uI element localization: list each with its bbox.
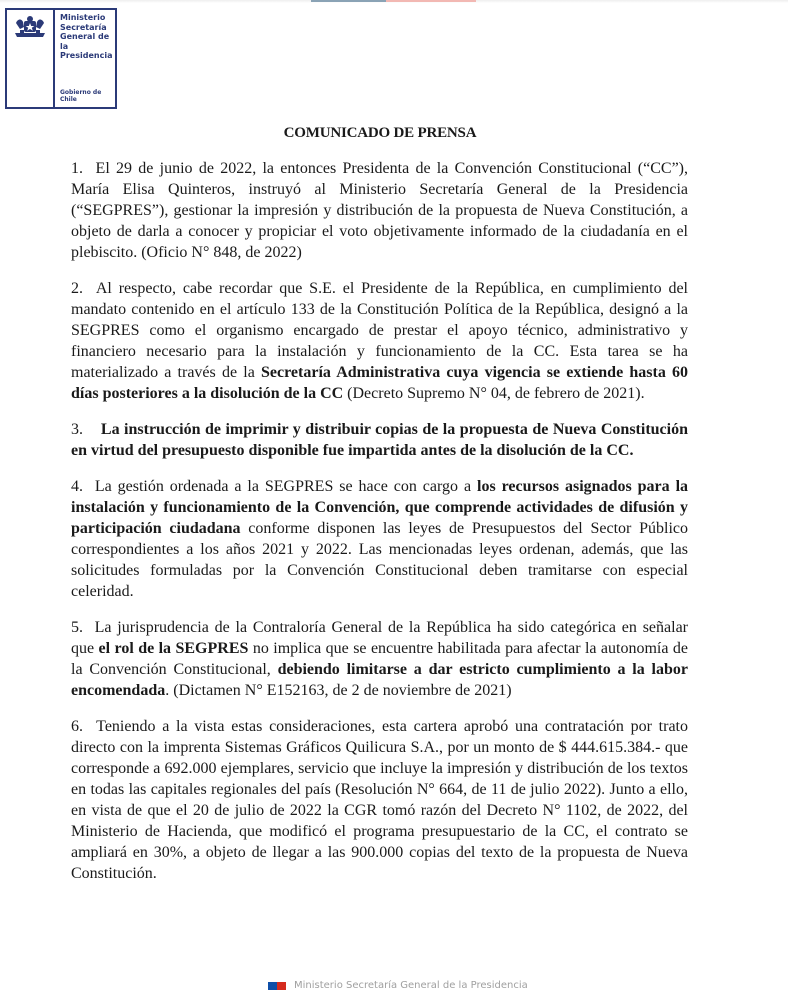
text: La jurisprudencia de la Contraloría General de la República ha sido categórica en señalar que — [71, 619, 689, 657]
bold-text: el rol de la SEGPRES — [98, 640, 249, 657]
document-title: COMUNICADO DE PRENSA — [283, 125, 477, 141]
text: conforme disponen las leyes de Presupuestos del Sector Público correspondientes a los años 2021 y 2022. Las mencionadas leyes ordenan, además, que las solicitudes formuladas por la Convención Constitucional deben tramitarse con especial celeridad. — [71, 520, 688, 600]
bold-text: La instrucción de imprimir y distribuir copias de la propuesta de Nueva Constitución en virtud del presupuesto disponible fue impartida antes de la disolución de la CC. — [71, 421, 688, 459]
paragraph-number: 5. — [71, 619, 83, 636]
logo-line: Ministerio — [60, 13, 106, 22]
paragraph-3 — [71, 419, 688, 461]
logo-government-label: Gobierno de Chile — [60, 89, 102, 103]
logo-line: Secretaría — [60, 22, 107, 32]
logo-line: Presidencia — [60, 51, 113, 60]
document-body — [71, 158, 688, 899]
paragraph-number: 4. — [71, 478, 83, 495]
paragraph-2 — [71, 278, 688, 404]
chile-flag-icon — [268, 982, 286, 990]
text: . (Dictamen N° E152163, de 2 de noviembre de 2021) — [165, 682, 512, 699]
top-bar-blue — [311, 0, 386, 2]
logo-emblem-panel — [7, 10, 55, 107]
bold-text: debiendo limitarse a dar estricto cumplimiento a la labor encomendada — [71, 661, 688, 699]
paragraph-number: 3. — [71, 421, 83, 438]
logo-line: General de la — [60, 32, 110, 51]
page-footer — [268, 980, 528, 991]
logo-ministry-name — [60, 13, 115, 61]
top-flag-bar — [311, 0, 476, 2]
ministry-logo — [5, 8, 117, 109]
footer-text: Ministerio Secretaría General de la Presidencia — [294, 980, 528, 991]
bold-text: Secretaría Administrativa cuya vigencia se extiende hasta 60 días posteriores a la disolución de la CC — [71, 364, 689, 402]
paragraph-number: 6. — [71, 718, 83, 735]
bold-text: los recursos asignados para la instalación y funcionamiento de la Convención, que comprende actividades de difusión y participación ciudadana — [71, 478, 689, 537]
paragraph-6 — [71, 716, 688, 884]
paragraph-number: 2. — [71, 280, 83, 297]
paragraph-5 — [71, 617, 688, 701]
paragraph-1 — [71, 158, 688, 263]
text: no implica que se encuentre habilitada para afectar la autonomía de la Convención Constitucional, — [71, 640, 688, 678]
top-bar-red — [386, 0, 476, 2]
text: (Decreto Supremo N° 04, de febrero de 2021). — [343, 385, 645, 402]
text: Teniendo a la vista estas consideraciones, esta cartera aprobó una contratación por trato directo con la imprenta Sistemas Gráficos Quilicura S.A., por un monto de $ 444.615.384.- que corresponde a 692.000 ejemplares, servicio que incluye la impresión y distribución de los textos en todas las capitales regionales del país (Resolución N° 664, de 11 de julio 2022). Junto a ello, en vista de que el 20 de julio de 2022 la CGR tomó razón del Decreto N° 1102, de 2022, del Ministerio de Hacienda, que modificó el programa presupuestario de la CC, el contrato se ampliará en 30%, a objeto de llegar a las 900.000 copias del texto de la propuesta de Nueva Constitución. — [71, 718, 688, 882]
text: La gestión ordenada a la SEGPRES se hace con cargo a — [94, 478, 478, 495]
paragraph-4 — [71, 476, 688, 602]
text: Al respecto, cabe recordar que S.E. el Presidente de la República, en cumplimiento del mandato contenido en el artículo 133 de la Constitución Política de la República, designó a la SEGPRES como el organismo encargado de prestar el apoyo técnico, administrativo y financiero necesario para la instalación y funcionamiento de la CC. Esta tarea se ha materializado a través de la — [71, 280, 689, 381]
text: El 29 de junio de 2022, la entonces Presidenta de la Convención Constitucional (“CC”), María Elisa Quinteros, instruyó al Ministerio Secretaría General de la Presidencia (“SEGPRES”), gestionar la impresión y distribución de la propuesta de Nueva Constitución, a objeto de darla a conocer y propiciar el voto objetivamente informado de la ciudadanía en el plebiscito. (Oficio N° 848, de 2022) — [71, 160, 689, 261]
chilean-coat-of-arms-icon — [12, 15, 48, 41]
paragraph-number: 1. — [71, 160, 83, 177]
logo-text-panel — [55, 10, 115, 107]
